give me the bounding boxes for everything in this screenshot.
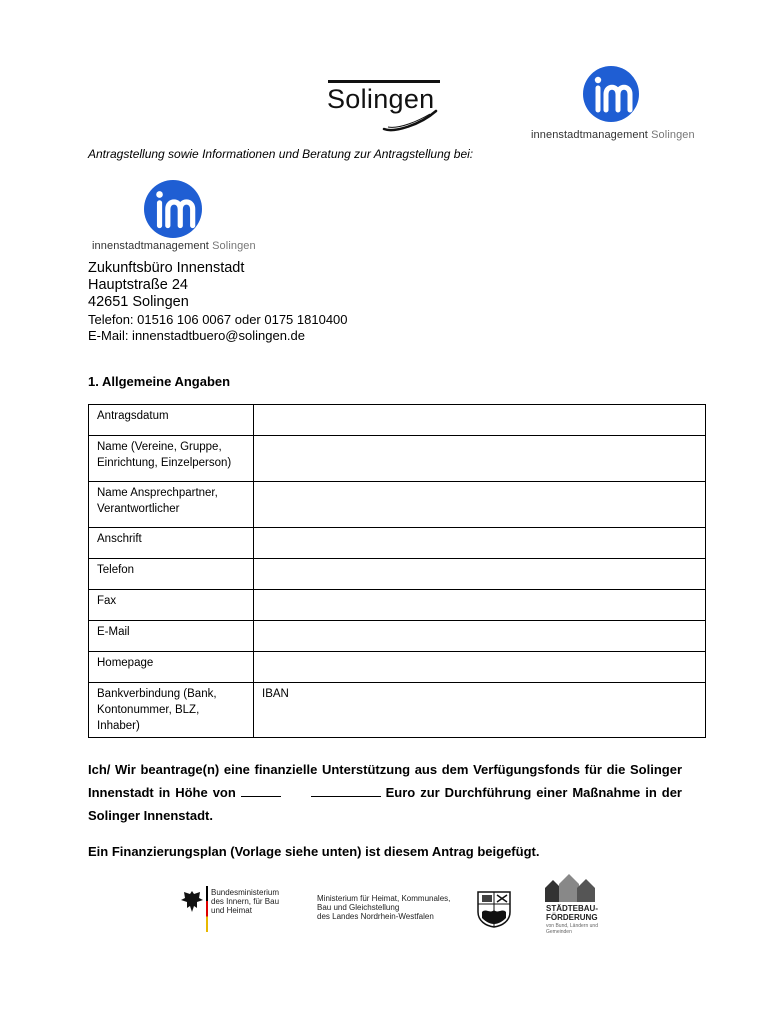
table-row — [89, 528, 706, 559]
row-label-name: Name (Vereine, Gruppe, Einrichtung, Einzelperson) — [89, 436, 254, 482]
im-logo-icon — [583, 66, 639, 122]
solingen-logo — [322, 80, 446, 134]
request-paragraph — [88, 758, 682, 827]
table-row — [89, 405, 706, 436]
table-row — [89, 621, 706, 652]
table-row — [89, 482, 706, 528]
stb-small-line-2: Gemeinden — [546, 929, 572, 935]
logo-bar — [328, 80, 440, 83]
table-row — [89, 652, 706, 683]
table-row — [89, 590, 706, 621]
field-bank[interactable]: IBAN — [254, 683, 706, 738]
table-row — [89, 436, 706, 482]
intro-line: Antragstellung sowie Informationen und Beratung zur Antragstellung bei: — [88, 147, 474, 161]
office-name: Zukunftsbüro Innenstadt — [88, 260, 245, 276]
bmi-line-3: und Heimat — [211, 906, 252, 915]
staedtebau-logo-text — [546, 904, 598, 922]
bmi-logo-text — [211, 888, 279, 915]
field-address[interactable] — [254, 528, 706, 559]
request-text-part1: Ich/ Wir beantrage(n) eine finanzielle Unterstützung aus dem Verfügungsfonds für die Solinger Innenstadt in Höhe von — [88, 762, 682, 800]
field-email[interactable] — [254, 621, 706, 652]
row-label-contact-person: Name Ansprechpartner, Verantwortlicher — [89, 482, 254, 528]
amount-blank-long[interactable] — [311, 783, 381, 797]
row-label-fax: Fax — [89, 590, 254, 621]
bmi-line-1: Bundesministerium — [211, 888, 280, 897]
field-name[interactable] — [254, 436, 706, 482]
office-city: 42651 Solingen — [88, 294, 189, 310]
field-fax[interactable] — [254, 590, 706, 621]
table-row — [89, 683, 706, 738]
stb-line-1: STÄDTEBAU- — [546, 904, 598, 913]
general-info-table — [88, 404, 706, 738]
german-flag-stripe — [206, 886, 208, 932]
im-logo-label — [531, 129, 695, 141]
nrw-line-1: Ministerium für Heimat, Kommunales, — [317, 894, 451, 903]
nrw-ministry-text — [317, 894, 450, 921]
stb-line-2: FÖRDERUNG — [546, 913, 598, 922]
field-antragsdatum[interactable] — [254, 405, 706, 436]
row-label-address: Anschrift — [89, 528, 254, 559]
section-title: 1. Allgemeine Angaben — [88, 374, 231, 389]
field-homepage[interactable] — [254, 652, 706, 683]
field-phone[interactable] — [254, 559, 706, 590]
row-label-phone: Telefon — [89, 559, 254, 590]
bmi-line-2: des Innern, für Bau — [211, 897, 280, 906]
financing-plan-note: Ein Finanzierungsplan (Vorlage siehe unten) ist diesem Antrag beigefügt. — [88, 844, 540, 859]
im-logo-label-main: innenstadtmanagement — [531, 129, 648, 141]
row-label-homepage: Homepage — [89, 652, 254, 683]
request-text-part2: Euro zur Durchführung einer Maßnahme in der Solinger Innenstadt. — [88, 785, 682, 823]
amount-blank-short[interactable] — [241, 783, 281, 797]
staedtebau-houses-icon — [543, 872, 599, 902]
blade-swoosh-icon — [380, 107, 440, 133]
row-label-bank: Bankverbindung (Bank, Kontonummer, BLZ, Inhaber) — [89, 683, 254, 738]
im-logo-label-city: Solingen — [212, 240, 256, 252]
nrw-line-2: Bau und Gleichstellung — [317, 903, 400, 912]
row-label-email: E-Mail — [89, 621, 254, 652]
office-email: E-Mail: innenstadtbuero@solingen.de — [88, 328, 305, 343]
field-contact-person[interactable] — [254, 482, 706, 528]
office-street: Hauptstraße 24 — [88, 277, 188, 293]
im-logo-label-secondary — [92, 240, 256, 252]
solingen-logo-text: Solingen — [327, 84, 435, 114]
im-logo-icon-secondary — [144, 180, 202, 238]
im-logo-label-city: Solingen — [651, 129, 695, 141]
nrw-line-3: des Landes Nordrhein-Westfalen — [317, 912, 434, 921]
table-row — [89, 559, 706, 590]
stb-small-line-1: von Bund, Ländern und — [546, 923, 598, 929]
im-logo-label-main: innenstadtmanagement — [92, 240, 209, 252]
staedtebau-subtext — [546, 923, 598, 935]
nrw-coat-of-arms-icon — [476, 890, 512, 928]
office-phone: Telefon: 01516 106 0067 oder 0175 1810400 — [88, 312, 348, 327]
federal-eagle-icon — [180, 888, 204, 914]
row-label-antragsdatum: Antragsdatum — [89, 405, 254, 436]
